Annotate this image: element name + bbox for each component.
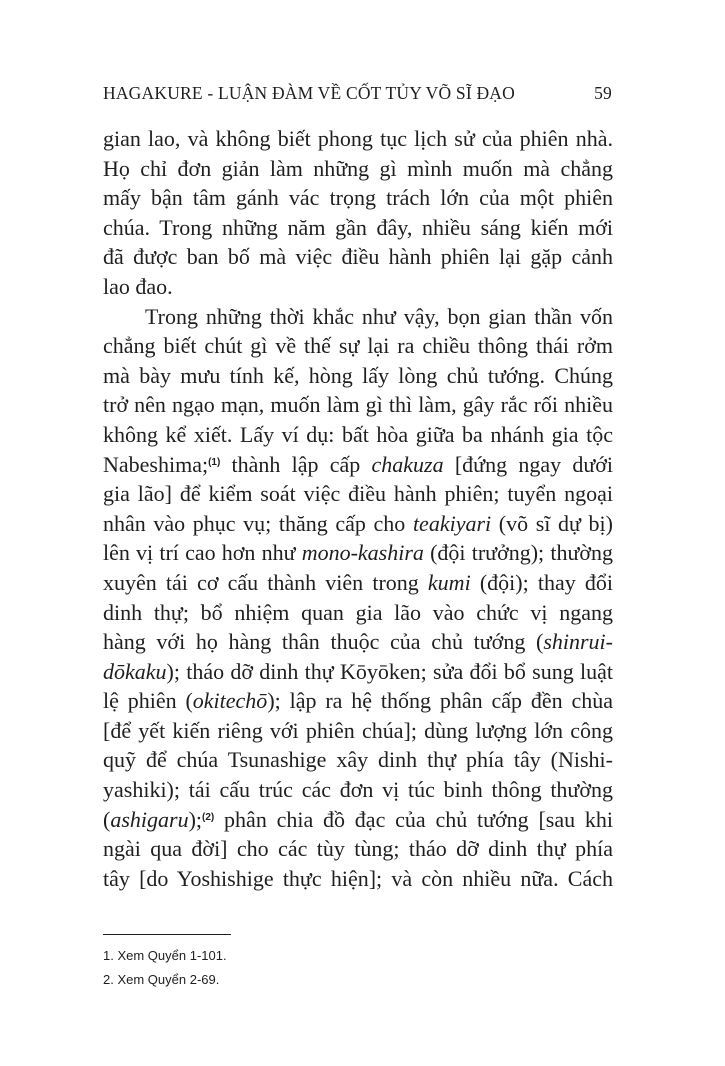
text-run: nhân vào phục vụ; thăng cấp cho [103,510,413,536]
text-run: ( [103,806,111,832]
text-line: gian lao, và không biết phong tục lịch sử của phiên nhà. [103,126,613,151]
text-run: thành lập cấp [220,451,372,477]
footnote-ref: (1) [208,456,221,468]
text-line [103,568,613,598]
text-run: Nabeshima; [103,451,209,477]
text-line: không kể xiết. Lấy ví dụ: bất hòa giữa ba nhánh gia tộc [103,421,613,447]
text-line [103,509,613,539]
text-run: hàng với họ hàng thân thuộc của chủ tướng ( [103,629,544,655]
footnote-2: 2. Xem Quyển 2-69. [103,972,220,987]
text-line: ngài qua đời] cho các tùy tùng; tháo dỡ dinh thự phía [103,836,613,862]
text-line [103,657,613,687]
text-line: tây [do Yoshishige thực hiện]; và còn nhiều nữa. Cách [103,865,613,891]
text-line: [để yết kiến riêng với phiên chúa]; dùng lượng lớn công [103,717,613,743]
text-line: Trong những thời khắc như vậy, bọn gian thần vốn [145,303,613,329]
text-run: lên vị trí cao hơn như [103,540,302,566]
text-line: đã được ban bố mà việc điều hành phiên lại gặp cảnh [103,244,613,270]
text-line: chúa. Trong những năm gần đây, nhiều sáng kiến mới [103,214,613,240]
text-line: chẳng biết chút gì về thế sự lại ra chiều thông thái rởm [103,333,613,359]
italic-term: okitechō [192,688,268,714]
footnotes [103,944,227,992]
italic-term: teakiyari [412,510,492,536]
text-line: lao đao. [103,273,173,299]
italic-term: dōkaku [103,658,167,684]
text-run: phân chia đồ đạc của chủ tướng [sau khi [214,806,613,832]
running-title: HAGAKURE - LUẬN ĐÀM VỀ CỐT TỦY VÕ SĨ ĐẠO [103,83,515,103]
text-line: quỹ để chúa Tsunashige xây dinh thự phía tây (Nishi- [103,747,613,773]
italic-term: chakuza [371,451,444,477]
text-run: [đứng ngay dưới [443,451,613,477]
running-header [103,83,620,107]
text-run: (võ sĩ dự bị) [491,510,613,536]
text-line: mấy bận tâm gánh vác trọng trách lớn của một phiên [103,185,613,211]
text-run: ); tháo dỡ dinh thự Kōyōken; sửa đổi bổ sung luật [166,658,613,684]
text-line: Họ chỉ đơn giản làm những gì mình muốn mà chẳng [103,155,613,181]
text-run: ); [188,806,203,832]
body-text [103,124,613,893]
text-line: yashiki); tái cấu trúc các đơn vị túc binh thông thường [103,777,613,803]
italic-term: kumi [427,569,471,595]
text-line: trở nên ngạo mạn, muốn làm gì thì làm, gây rắc rối nhiều [103,392,613,418]
text-line [103,538,613,568]
italic-term: mono-kashira [301,540,424,566]
text-line: mà bày mưu tính kế, hòng lấy lòng chủ tướng. Chúng [103,362,613,388]
text-line: dinh thự; bổ nhiệm quan gia lão vào chức vị ngang [103,599,613,625]
text-line [103,450,613,480]
text-run: (đội trưởng); thường [423,540,613,566]
page-number: 59 [594,83,612,103]
text-run: lệ phiên ( [103,688,193,714]
text-line [103,686,613,716]
text-line [103,627,613,657]
italic-term: shinrui- [543,629,613,655]
footnote-1: 1. Xem Quyển 1-101. [103,948,227,963]
text-line: gia lão] để kiểm soát việc điều hành phiên; tuyển ngoại [103,481,613,507]
italic-term: ashigaru [110,806,189,832]
text-run: ); lập ra hệ thống phân cấp đền chùa [267,688,613,714]
text-line [103,805,613,835]
footnote-ref: (2) [202,811,215,823]
footnote-divider [103,934,231,935]
text-run: xuyên tái cơ cấu thành viên trong [103,569,428,595]
text-run: (đội); thay đổi [470,569,613,595]
